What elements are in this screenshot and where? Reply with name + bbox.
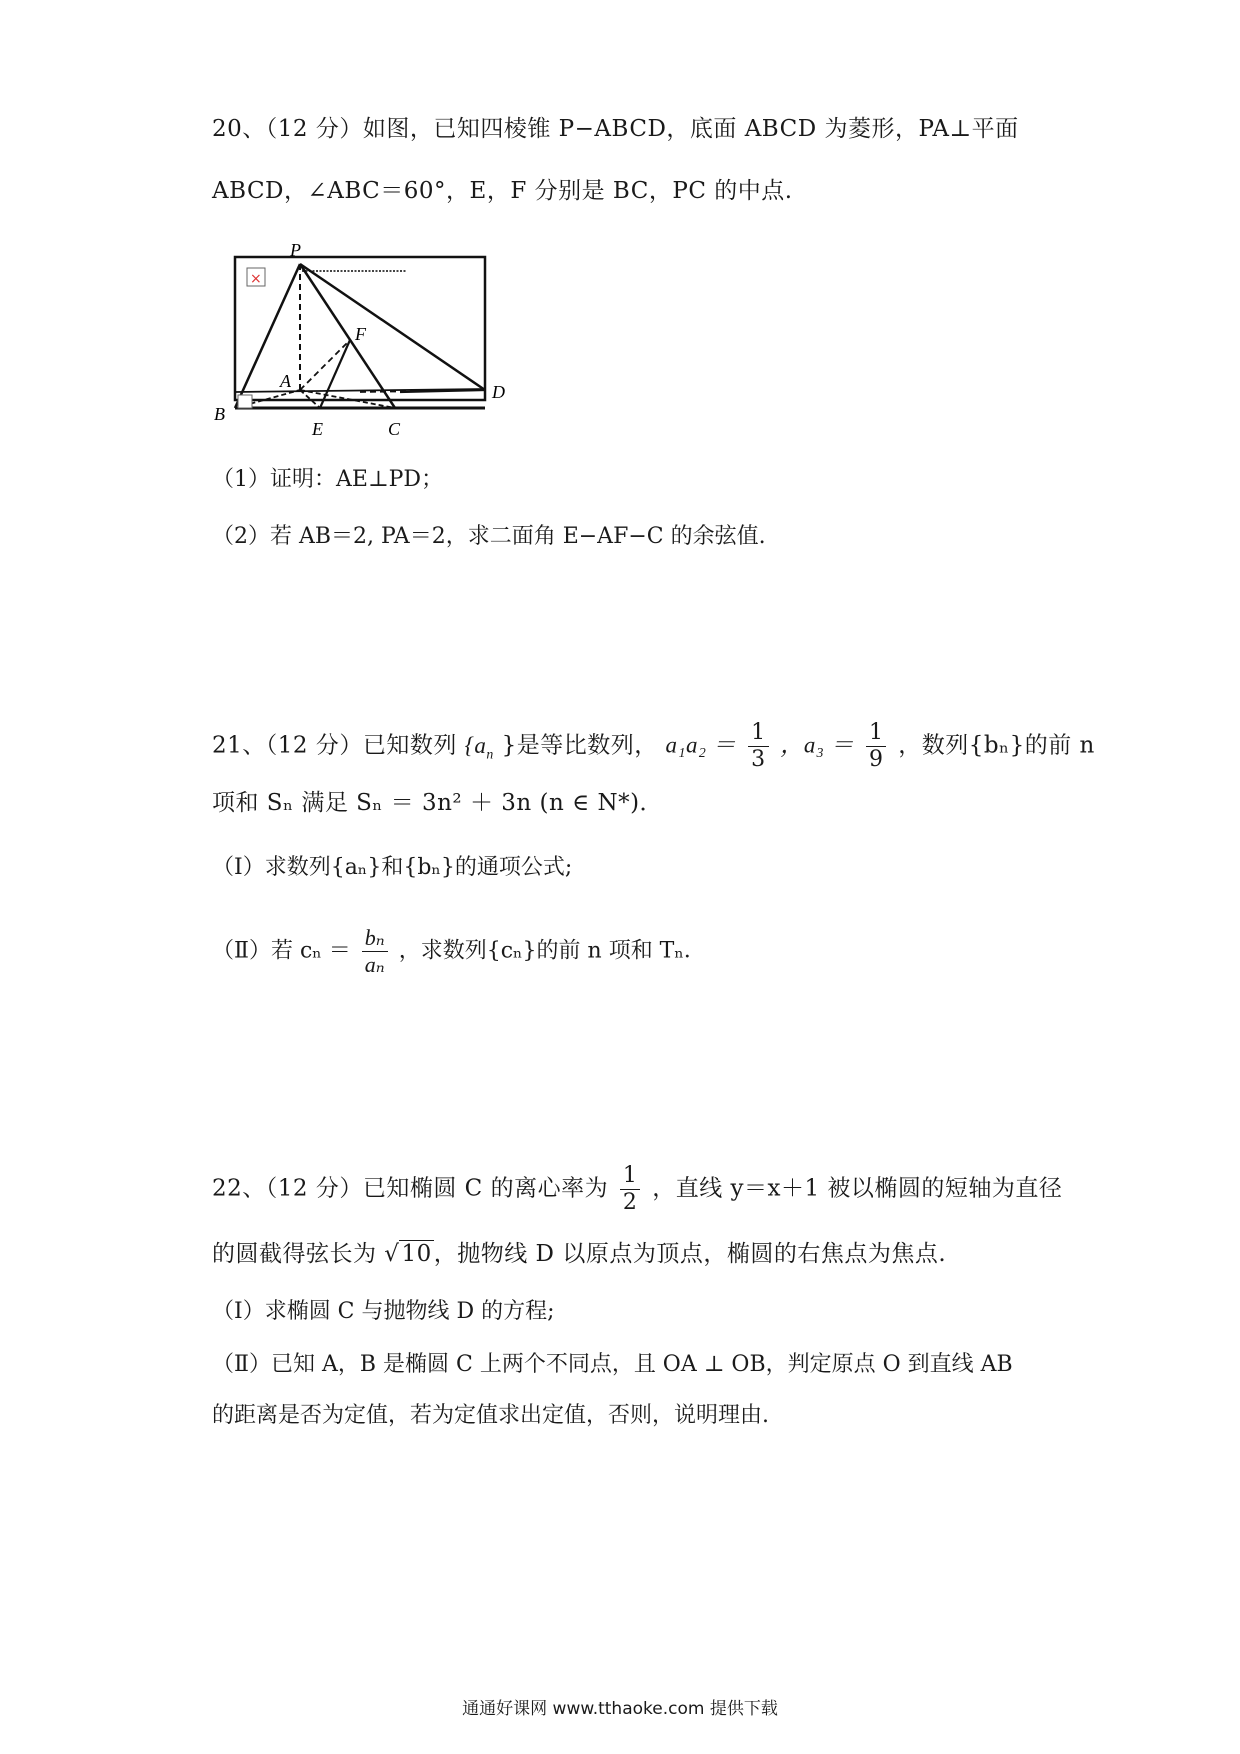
q22-part1: （Ⅰ）求椭圆 C 与抛物线 D 的方程; bbox=[212, 1299, 555, 1324]
label-p: P bbox=[290, 240, 301, 260]
q21-part2-a: （Ⅱ）若 cₙ ＝ bbox=[212, 938, 351, 964]
q22-line1-a: 22、（12 分）已知椭圆 C 的离心率为 bbox=[212, 1175, 609, 1202]
q22-line2 bbox=[212, 1237, 946, 1271]
q21-a3: ，a₃ ＝ bbox=[780, 732, 855, 758]
broken-image-mark: × bbox=[250, 271, 262, 287]
q20-part1: （1）证明：AE⊥PD； bbox=[212, 467, 444, 492]
q21-seq-a: {$a_n$ bbox=[464, 732, 494, 762]
label-a: A bbox=[280, 371, 291, 391]
q21-line1-a: 21、（12 分）已知数列 bbox=[212, 732, 457, 759]
q21-line1 bbox=[212, 720, 1095, 773]
q20-line2: ABCD，∠ABC＝60°，E，F 分别是 BC，PC 的中点. bbox=[212, 178, 793, 204]
segment-af-hidden bbox=[300, 340, 350, 390]
q21-fraction-1-3: $\frac{1}{3}$ bbox=[748, 720, 769, 773]
label-d: D bbox=[492, 382, 505, 402]
q22-line2-a: 的圆截得弦长为 √ bbox=[212, 1241, 400, 1267]
q21-fraction-bn-an: $\frac{\text{bₙ}}{\text{aₙ}}$ bbox=[362, 925, 388, 978]
q22-sqrt-10: 10 bbox=[401, 1241, 432, 1267]
small-broken-icon bbox=[238, 395, 252, 408]
label-b: B bbox=[214, 404, 225, 424]
q20-line1: 20、（12 分）如图，已知四棱锥 P−ABCD，底面 ABCD 为菱形，PA⊥平面 bbox=[212, 116, 1019, 142]
q21-fraction-1-9: $\frac{1}{9}$ bbox=[866, 720, 887, 773]
page-footer: 通通好课网 www.tthaoke.com 提供下载 bbox=[462, 1699, 778, 1719]
pyramid-figure bbox=[200, 240, 505, 454]
pyramid-diagram bbox=[200, 240, 505, 450]
q22-part2-line2: 的距离是否为定值，若为定值求出定值，否则，说明理由. bbox=[212, 1403, 769, 1428]
q22-line2-b: ，抛物线 D 以原点为顶点，椭圆的右焦点为焦点. bbox=[433, 1241, 947, 1267]
edge-pc bbox=[300, 264, 395, 408]
q21-part2-b: ，求数列{cₙ}的前 n 项和 Tₙ． bbox=[398, 938, 706, 964]
q22-line1 bbox=[212, 1163, 1062, 1216]
q21-line2: 项和 Sₙ 满足 Sₙ ＝ 3n² ＋ 3n (n ∈ N*)． bbox=[212, 790, 664, 816]
label-f: F bbox=[355, 324, 366, 344]
q21-a1a2: a₁a₂ ＝ bbox=[665, 732, 737, 758]
q21-part1: （Ⅰ）求数列{aₙ}和{bₙ}的通项公式; bbox=[212, 855, 573, 880]
q20-part2: （2）若 AB＝2, PA＝2，求二面角 E−AF−C 的余弦值. bbox=[212, 524, 766, 549]
label-e: E bbox=[312, 419, 323, 439]
label-c: C bbox=[388, 419, 401, 439]
q21-part2 bbox=[212, 925, 706, 978]
q22-fraction-1-2: $\frac{1}{2}$ bbox=[620, 1163, 641, 1216]
q22-line1-b: ，直线 y＝x＋1 被以椭圆的短轴为直径 bbox=[652, 1175, 1063, 1202]
q22-part2-line1: （Ⅱ）已知 A，B 是椭圆 C 上两个不同点，且 OA ⊥ OB，判定原点 O 到直线 AB bbox=[212, 1352, 1013, 1377]
edge-pd bbox=[300, 264, 485, 390]
q21-line1-b: }是等比数列， bbox=[501, 732, 658, 759]
q21-line1-c: ，数列{bₙ}的前 n bbox=[898, 732, 1095, 759]
segment-ef bbox=[320, 340, 350, 408]
